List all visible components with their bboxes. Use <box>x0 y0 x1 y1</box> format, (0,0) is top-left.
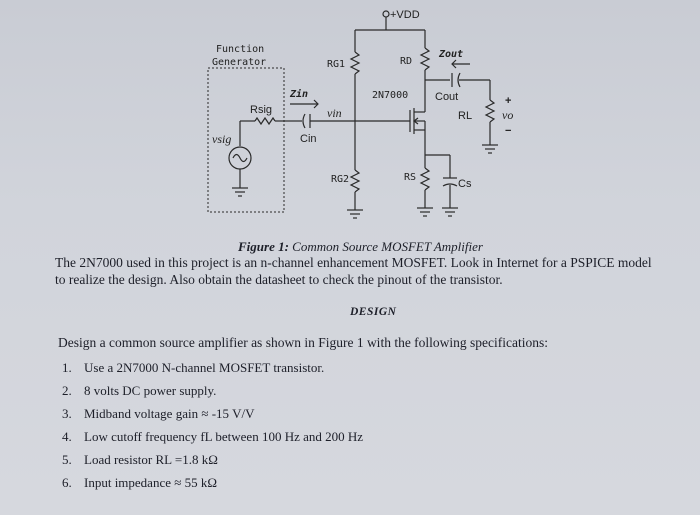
zin-label: Zin <box>290 89 309 100</box>
cs-label: Cs <box>458 178 472 190</box>
spec-text: Midband voltage gain ≈ -15 V/V <box>84 406 255 421</box>
function-generator-label-2: Generator <box>212 57 267 68</box>
rd-label: RD <box>400 56 413 67</box>
transistor-label: 2N7000 <box>372 90 409 101</box>
intro-line-1: The 2N7000 used in this project is an n-channel enhancement MOSFET. Look in Internet for a PSPICE model <box>55 255 652 270</box>
spec-number: 2. <box>62 383 72 398</box>
figure-caption-title: Common Source MOSFET Amplifier <box>292 239 483 254</box>
spec-text: 8 volts DC power supply. <box>84 383 217 398</box>
cout-label: Cout <box>435 91 459 103</box>
intro-line-2: to realize the design. Also obtain the datasheet to check the pinout of the transistor. <box>55 272 503 287</box>
rs-label: RS <box>404 172 417 183</box>
spec-item <box>62 360 363 383</box>
spec-list <box>62 360 363 498</box>
spec-item <box>62 475 363 498</box>
rl-label: RL <box>458 110 473 122</box>
rg1-label: RG1 <box>327 59 346 70</box>
rg2-label: RG2 <box>331 174 350 185</box>
spec-text: Load resistor RL =1.8 kΩ <box>84 452 218 467</box>
vo-minus: − <box>505 125 512 137</box>
vsig-label: vsig <box>212 132 232 146</box>
rl-resistor <box>486 100 494 122</box>
spec-number: 3. <box>62 406 72 421</box>
spec-item <box>62 452 363 475</box>
spec-number: 4. <box>62 429 72 444</box>
cin-label: Cin <box>300 133 317 145</box>
figure-caption <box>238 239 483 255</box>
spec-number: 6. <box>62 475 72 490</box>
rsig-label: Rsig <box>250 104 273 116</box>
vdd-label: +VDD <box>390 9 420 21</box>
spec-text: Use a 2N7000 N-channel MOSFET transistor. <box>84 360 325 375</box>
design-heading: DESIGN <box>350 306 397 318</box>
rsig-resistor <box>255 118 275 124</box>
vdd-terminal <box>383 11 389 17</box>
rs-resistor <box>421 168 429 190</box>
vo-label: vo <box>502 108 514 122</box>
vo-plus: + <box>505 95 512 107</box>
spec-number: 5. <box>62 452 72 467</box>
spec-number: 1. <box>62 360 72 375</box>
design-intro: Design a common source amplifier as shown in Figure 1 with the following specifications: <box>58 335 549 350</box>
figure-caption-prefix: Figure 1: <box>238 239 289 254</box>
spec-item <box>62 383 363 406</box>
rd-resistor <box>421 48 429 70</box>
rg2-resistor <box>351 170 359 192</box>
spec-item <box>62 406 363 429</box>
zout-label: Zout <box>439 49 464 60</box>
spec-item <box>62 429 363 452</box>
spec-text: Input impedance ≈ 55 kΩ <box>84 475 218 490</box>
circuit-diagram <box>0 0 700 240</box>
vin-label: vin <box>327 106 342 120</box>
rg1-resistor <box>351 52 359 74</box>
function-generator-label-1: Function <box>216 44 265 55</box>
cin-plate-1 <box>303 114 305 128</box>
spec-text: Low cutoff frequency fL between 100 Hz and 200 Hz <box>84 429 364 444</box>
